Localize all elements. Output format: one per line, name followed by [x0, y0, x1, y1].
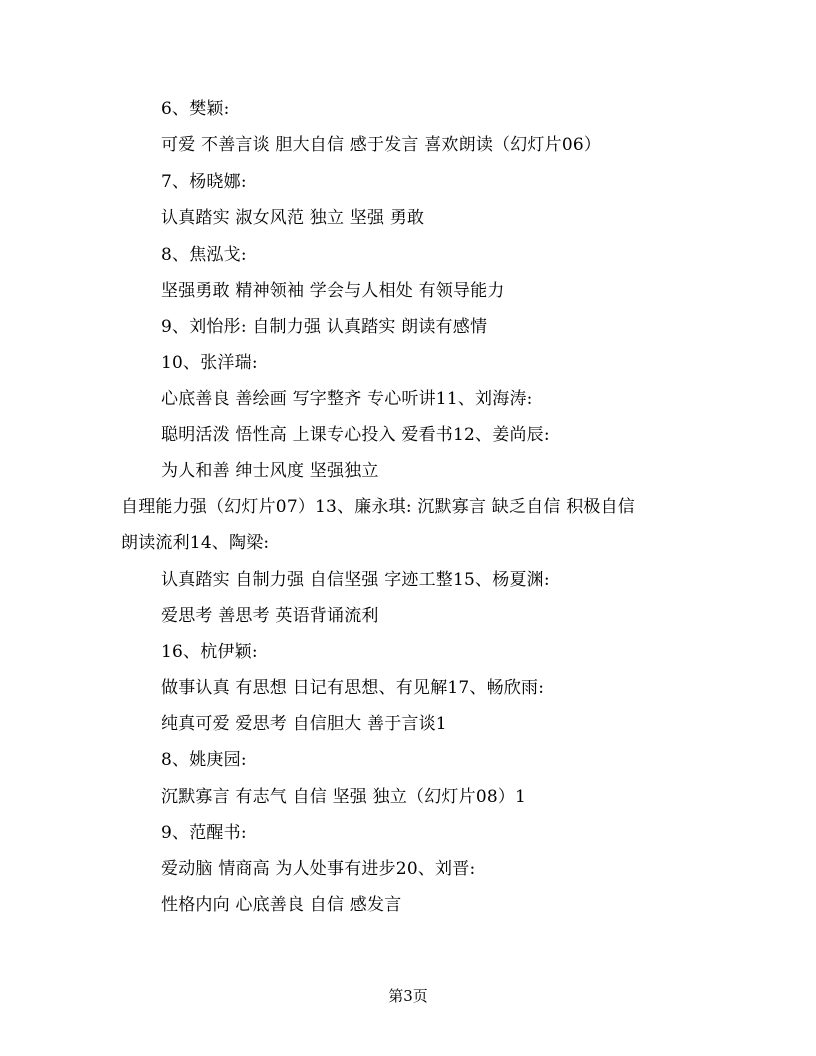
text-line: 自理能力强（幻灯片07）13、廉永琪: 沉默寡言 缺乏自信 积极自信: [121, 497, 636, 517]
text-line: 爱思考 善思考 英语背诵流利: [161, 606, 379, 626]
text-line: 9、范醒书:: [161, 823, 247, 843]
text-line: 朗读流利14、陶梁:: [121, 533, 270, 553]
text-line: 爱动脑 情商高 为人处事有进步20、刘晋:: [161, 859, 476, 879]
text-line: 10、张洋瑞:: [161, 353, 258, 373]
text-line: 8、焦泓戈:: [161, 245, 247, 265]
text-line: 坚强勇敢 精神领袖 学会与人相处 有领导能力: [161, 281, 505, 301]
text-line: 心底善良 善绘画 写字整齐 专心听讲11、刘海涛:: [161, 389, 533, 409]
text-line: 纯真可爱 爱思考 自信胆大 善于言谈1: [161, 714, 447, 734]
text-line: 7、杨晓娜:: [161, 172, 247, 192]
text-line: 性格内向 心底善良 自信 感发言: [161, 895, 402, 915]
page-number: 第3页: [388, 987, 428, 1005]
text-line: 认真踏实 自制力强 自信坚强 字迹工整15、杨夏渊:: [161, 570, 550, 590]
text-line: 沉默寡言 有志气 自信 坚强 独立（幻灯片08）1: [161, 787, 527, 807]
text-line: 可爱 不善言谈 胆大自信 感于发言 喜欢朗读（幻灯片06）: [161, 135, 602, 155]
text-line: 6、樊颖:: [161, 99, 230, 119]
text-line: 8、姚庚园:: [161, 750, 247, 770]
text-line: 认真踏实 淑女风范 独立 坚强 勇敢: [161, 208, 425, 228]
text-line: 16、杭伊颖:: [161, 642, 258, 662]
text-line: 聪明活泼 悟性高 上课专心投入 爱看书12、姜尚辰:: [161, 425, 550, 445]
text-line: 为人和善 绅士风度 坚强独立: [161, 461, 379, 481]
text-line: 做事认真 有思想 日记有思想、有见解17、畅欣雨:: [161, 678, 545, 698]
text-line: 9、刘怡彤: 自制力强 认真踏实 朗读有感情: [161, 317, 488, 337]
